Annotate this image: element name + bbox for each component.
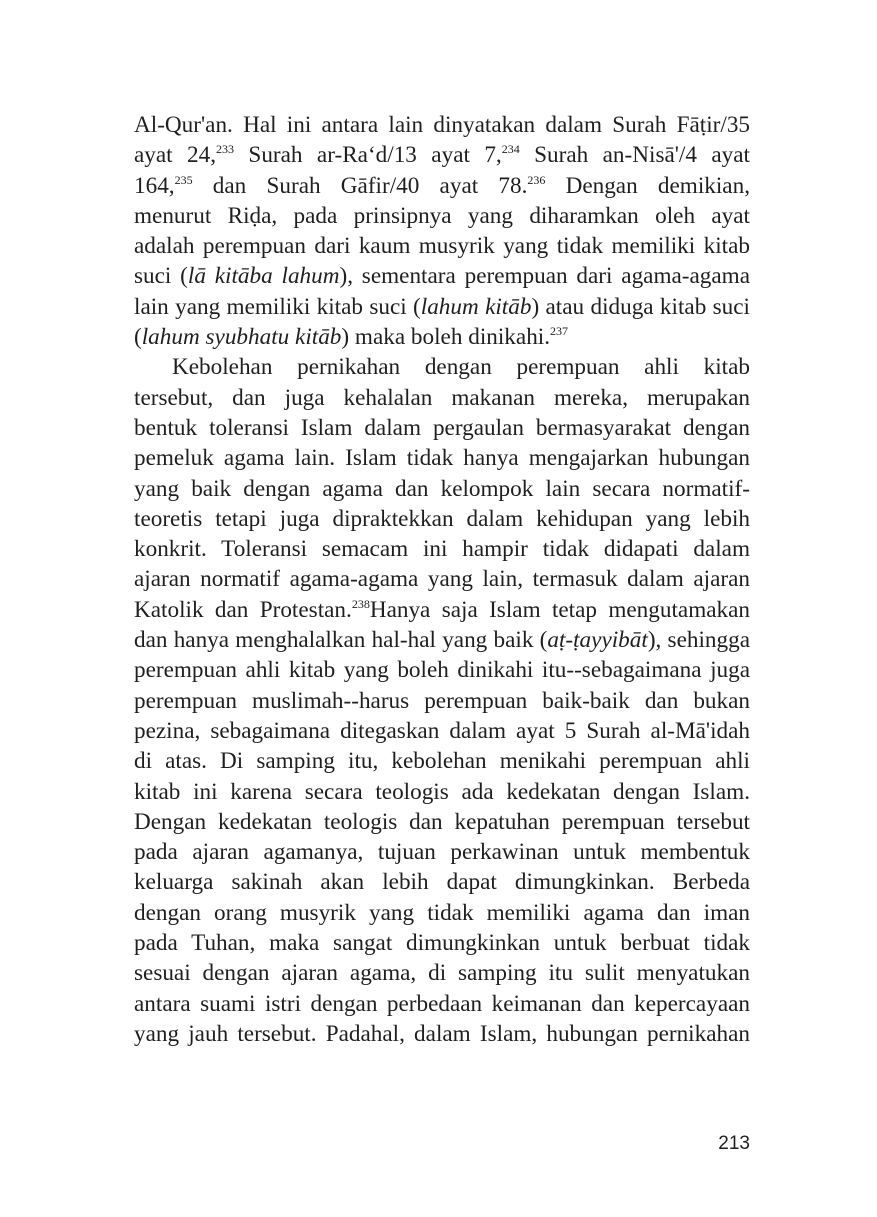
text-line: bentuk toleransi Islam dalam pergaulan bermasyarakat dengan — [134, 414, 750, 441]
text-line — [134, 625, 750, 655]
text-span: ) maka boleh dinikahi. — [341, 324, 551, 351]
text-line: teoretis tetapi juga dipraktekkan dalam kehidupan yang lebih — [134, 505, 750, 532]
text-span: ), sementara perempuan dari agama-agama — [339, 263, 751, 290]
footnote-ref-235[interactable]: 235 — [174, 172, 193, 187]
text-line — [134, 171, 750, 201]
italic-term: lahum kitāb — [420, 293, 532, 320]
text-line: perempuan muslimah--harus perempuan baik-baik dan bukan — [134, 687, 750, 714]
text-line: yang jauh tersebut. Padahal, dalam Islam, hubungan pernikahan — [134, 1020, 750, 1047]
text-span: ( — [134, 324, 142, 351]
text-span: lain yang memiliki kitab suci ( — [134, 293, 421, 320]
text-span: dan hanya menghalalkan hal-hal yang baik ( — [134, 627, 548, 654]
footnote-ref-238[interactable]: 238 — [351, 596, 370, 611]
text-span: ) atau diduga kitab suci — [531, 293, 750, 320]
text-line: Kebolehan pernikahan dengan perempuan ahli kitab — [172, 354, 750, 381]
text-line: pemeluk agama lain. Islam tidak hanya mengajarkan hubungan — [134, 445, 750, 472]
text-line — [134, 292, 750, 322]
text-line: ajaran normatif agama-agama yang lain, termasuk dalam ajaran — [134, 566, 750, 593]
text-span: suci ( — [134, 263, 188, 290]
text-span: Hanya saja Islam tetap mengutamakan — [369, 596, 751, 623]
text-line: pada Tuhan, maka sangat dimungkinkan untuk berbuat tidak — [134, 930, 750, 957]
italic-term: lahum syubhatu kitāb — [141, 324, 342, 351]
text-span: 164, — [134, 172, 175, 199]
text-line: tersebut, dan juga kehalalan makanan mereka, merupakan — [134, 384, 750, 411]
text-span: dan Surah Gāfir/40 ayat 78. — [192, 172, 528, 199]
page-number: 213 — [718, 1133, 750, 1154]
text-line: antara suami istri dengan perbedaan keimanan dan kepercayaan — [134, 990, 750, 1017]
text-line: yang baik dengan agama dan kelompok lain secara normatif- — [134, 475, 750, 502]
text-line — [134, 322, 750, 352]
footnote-ref-233[interactable]: 233 — [216, 142, 235, 157]
text-line: pezina, sebagaimana ditegaskan dalam ayat 5 Surah al-Mā'idah — [134, 717, 750, 744]
text-span: ayat 24, — [134, 142, 217, 169]
footnote-ref-237[interactable]: 237 — [550, 324, 569, 339]
paragraph-1 — [134, 110, 750, 352]
text-line: sesuai dengan ajaran agama, di samping itu sulit menyatukan — [134, 960, 750, 987]
text-span: Surah an-Nisā'/4 ayat — [519, 142, 750, 169]
italic-term: aṭ-ṭayyibāt — [547, 627, 648, 654]
text-line — [134, 261, 750, 291]
text-line — [134, 595, 750, 625]
body-text — [134, 110, 750, 1049]
text-line: pada ajaran agamanya, tujuan perkawinan untuk membentuk — [134, 839, 750, 866]
footnote-ref-234[interactable]: 234 — [501, 142, 520, 157]
text-line: keluarga sakinah akan lebih dapat dimungkinkan. Berbeda — [134, 869, 750, 896]
text-span: ), sehingga — [647, 627, 750, 654]
italic-term: lā kitāba lahum — [187, 263, 340, 290]
text-line: di atas. Di samping itu, kebolehan menikahi perempuan ahli — [134, 748, 750, 775]
text-line — [134, 140, 750, 170]
text-line: menurut Riḍa, pada prinsipnya yang diharamkan oleh ayat — [134, 202, 750, 229]
text-line: kitab ini karena secara teologis ada kedekatan dengan Islam. — [134, 778, 750, 805]
text-line: konkrit. Toleransi semacam ini hampir tidak didapati dalam — [134, 536, 750, 563]
text-line: Al-Qur'an. Hal ini antara lain dinyatakan dalam Surah Fāṭir/35 — [134, 112, 750, 138]
text-line: adalah perempuan dari kaum musyrik yang tidak memiliki kitab — [134, 233, 750, 260]
text-span: Katolik dan Protestan. — [134, 596, 352, 623]
text-line: perempuan ahli kitab yang boleh dinikahi itu--sebagaimana juga — [134, 657, 750, 684]
text-line: dengan orang musyrik yang tidak memiliki agama dan iman — [134, 899, 750, 926]
text-span: Surah ar-Ra‘d/13 ayat 7, — [234, 142, 502, 169]
text-span: Dengan demikian, — [545, 172, 750, 199]
paragraph-2 — [134, 352, 750, 1049]
text-line: Dengan kedekatan teologis dan kepatuhan perempuan tersebut — [134, 808, 750, 835]
footnote-ref-236[interactable]: 236 — [527, 172, 546, 187]
